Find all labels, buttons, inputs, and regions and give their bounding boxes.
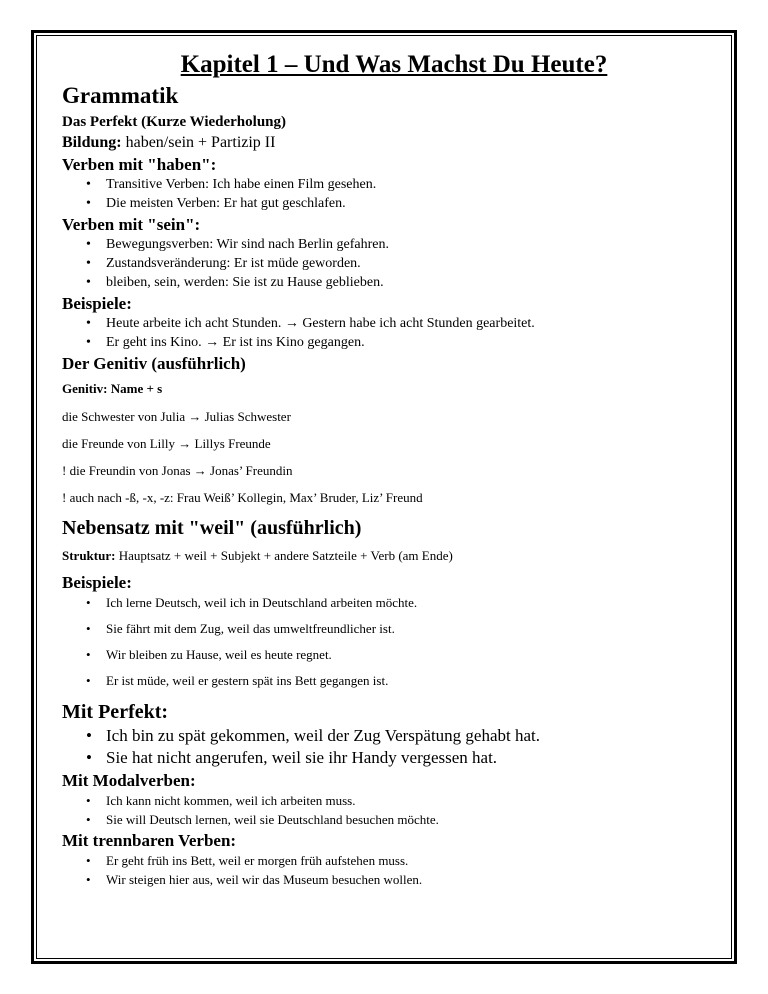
mit-perfekt-list bbox=[62, 725, 712, 769]
sein-heading: Verben mit "sein": bbox=[62, 215, 201, 234]
list-item: • Sie fährt mit dem Zug, weil das umweltfreundlicher ist. bbox=[62, 621, 712, 637]
list-item: • Er ist müde, weil er gestern spät ins Bett gegangen ist. bbox=[62, 673, 712, 689]
perfekt-heading: Das Perfekt (Kurze Wiederholung) bbox=[62, 114, 286, 130]
modal-list bbox=[62, 791, 712, 829]
list-item: • Wir steigen hier aus, weil wir das Museum besuchen wollen. bbox=[62, 870, 712, 889]
struktur-line bbox=[62, 548, 712, 564]
list-item: • Die meisten Verben: Er hat gut geschlafen. bbox=[62, 194, 712, 213]
haben-list bbox=[62, 175, 712, 213]
weil-beispiele-heading: Beispiele: bbox=[62, 573, 132, 592]
list-item: • Er geht ins Kino. → Er ist ins Kino gegangen. bbox=[62, 333, 712, 352]
genitiv-rule: Genitiv: Name + s bbox=[62, 381, 163, 396]
genitiv-heading: Der Genitiv (ausführlich) bbox=[62, 354, 246, 373]
list-item: • Wir bleiben zu Hause, weil es heute regnet. bbox=[62, 647, 712, 663]
list-item: • Sie hat nicht angerufen, weil sie ihr Handy vergessen hat. bbox=[62, 747, 712, 769]
list-item: • Sie will Deutsch lernen, weil sie Deutschland besuchen möchte. bbox=[62, 810, 712, 829]
weil-heading: Nebensatz mit "weil" (ausführlich) bbox=[62, 517, 362, 539]
list-item: • Zustandsveränderung: Er ist müde geworden. bbox=[62, 254, 712, 273]
genitiv-line: ! die Freundin von Jonas → Jonas’ Freundin bbox=[62, 463, 293, 478]
genitiv-line: ! auch nach -ß, -x, -z: Frau Weiß’ Kollegin, Max’ Bruder, Liz’ Freund bbox=[62, 490, 423, 505]
struktur-label: Struktur: bbox=[62, 548, 116, 563]
perfekt-beispiele-heading: Beispiele: bbox=[62, 294, 132, 313]
bildung-label: Bildung: bbox=[62, 134, 122, 151]
list-item: • bleiben, sein, werden: Sie ist zu Hause geblieben. bbox=[62, 273, 712, 292]
trennbar-list bbox=[62, 851, 712, 889]
modal-heading: Mit Modalverben: bbox=[62, 771, 196, 790]
list-item: • Transitive Verben: Ich habe einen Film gesehen. bbox=[62, 175, 712, 194]
list-item: • Ich lerne Deutsch, weil ich in Deutschland arbeiten möchte. bbox=[62, 595, 712, 611]
bildung-text: haben/sein + Partizip II bbox=[121, 134, 276, 151]
sein-list bbox=[62, 235, 712, 292]
genitiv-line: die Schwester von Julia → Julias Schwester bbox=[62, 409, 291, 424]
bildung-line bbox=[62, 132, 712, 153]
haben-heading: Verben mit "haben": bbox=[62, 155, 217, 174]
perfekt-beispiele-list bbox=[62, 314, 712, 352]
struktur-text: Hauptsatz + weil + Subjekt + andere Satzteile + Verb (am Ende) bbox=[115, 548, 453, 563]
genitiv-line: die Freunde von Lilly → Lillys Freunde bbox=[62, 436, 271, 451]
list-item: • Ich kann nicht kommen, weil ich arbeiten muss. bbox=[62, 791, 712, 810]
list-item: • Ich bin zu spät gekommen, weil der Zug Verspätung gehabt hat. bbox=[62, 725, 712, 747]
mit-perfekt-heading: Mit Perfekt: bbox=[62, 701, 169, 723]
weil-beispiele-list bbox=[62, 595, 712, 689]
page-title: Kapitel 1 – Und Was Machst Du Heute? bbox=[180, 51, 608, 78]
section-heading-grammatik: Grammatik bbox=[62, 83, 179, 108]
list-item: • Heute arbeite ich acht Stunden. → Gestern habe ich acht Stunden gearbeitet. bbox=[62, 314, 712, 333]
document-body bbox=[62, 50, 712, 889]
list-item: • Bewegungsverben: Wir sind nach Berlin gefahren. bbox=[62, 235, 712, 254]
trennbar-heading: Mit trennbaren Verben: bbox=[62, 831, 237, 850]
list-item: • Er geht früh ins Bett, weil er morgen früh aufstehen muss. bbox=[62, 851, 712, 870]
